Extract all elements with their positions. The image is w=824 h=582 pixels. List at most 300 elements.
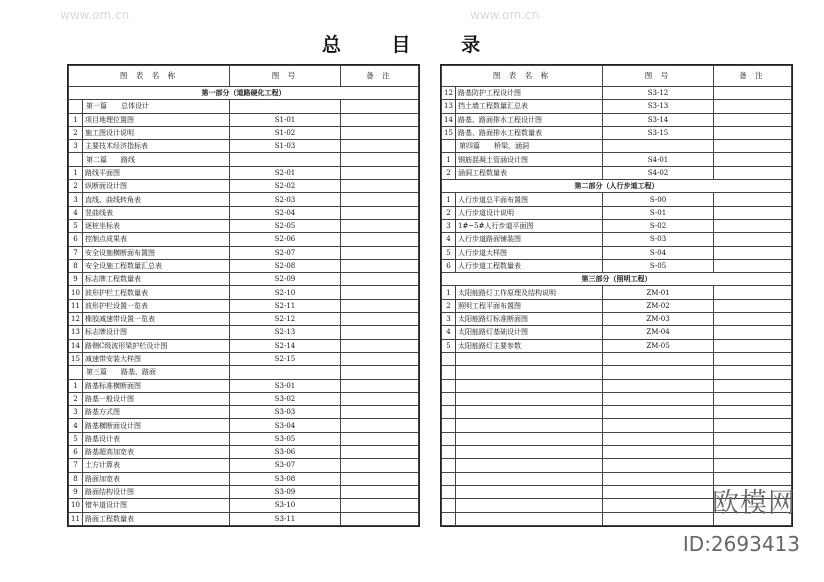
row-title: 路侧C级波形梁护栏设计图 — [83, 339, 230, 352]
empty-row — [442, 446, 792, 459]
table-row — [69, 392, 419, 405]
row-note — [714, 246, 792, 259]
row-title: 人行步道路面铺装图 — [456, 233, 603, 246]
row-note — [341, 419, 419, 432]
row-note — [341, 326, 419, 339]
watermark-faint: www.om.cn — [60, 8, 130, 22]
row-note — [341, 432, 419, 445]
row-note — [341, 126, 419, 139]
row-code: ZM-05 — [603, 339, 714, 352]
watermark-id: ID:2693413 — [682, 532, 800, 556]
row-note — [341, 512, 419, 525]
empty-cell — [714, 446, 792, 459]
row-note — [714, 206, 792, 219]
row-title: 路基超高加宽表 — [83, 446, 230, 459]
empty-cell — [442, 419, 456, 432]
subsection-title: 第三篇 路基、路面 — [83, 366, 230, 379]
row-number — [69, 153, 83, 166]
row-title: 太阳能路灯标准断面图 — [456, 313, 603, 326]
row-code: S2-10 — [230, 286, 341, 299]
row-code: S3-12 — [603, 87, 714, 100]
row-note — [714, 326, 792, 339]
table-row — [69, 219, 419, 232]
row-note — [341, 446, 419, 459]
empty-cell — [442, 446, 456, 459]
row-code: S-00 — [603, 193, 714, 206]
table-row — [442, 166, 792, 179]
row-code: S3-06 — [230, 446, 341, 459]
table-row — [69, 499, 419, 512]
empty-cell — [603, 419, 714, 432]
row-code: S4-02 — [603, 166, 714, 179]
empty-cell — [603, 392, 714, 405]
row-code: S3-15 — [603, 126, 714, 139]
row-code: S-01 — [603, 206, 714, 219]
table-row — [69, 286, 419, 299]
row-number: 12 — [69, 313, 83, 326]
table-row — [69, 472, 419, 485]
empty-cell — [456, 472, 603, 485]
row-note — [341, 246, 419, 259]
row-code: S3-14 — [603, 113, 714, 126]
table-row — [442, 153, 792, 166]
row-code: S3-03 — [230, 406, 341, 419]
row-number: 1 — [442, 193, 456, 206]
row-code: S2-14 — [230, 339, 341, 352]
section-title: 第一部分（道路硬化工程） — [69, 87, 419, 100]
row-number: 6 — [442, 259, 456, 272]
table-row — [69, 180, 419, 193]
empty-cell — [442, 512, 456, 525]
empty-row — [442, 406, 792, 419]
row-code: ZM-03 — [603, 313, 714, 326]
row-title: 土方计算表 — [83, 459, 230, 472]
empty-cell — [442, 366, 456, 379]
row-number: 3 — [69, 193, 83, 206]
row-number: 1 — [69, 113, 83, 126]
row-number: 6 — [69, 446, 83, 459]
row-note — [714, 153, 792, 166]
empty-cell — [456, 419, 603, 432]
row-note — [341, 379, 419, 392]
empty-cell — [714, 366, 792, 379]
row-note — [341, 366, 419, 379]
row-note — [341, 193, 419, 206]
section-row — [442, 273, 792, 286]
row-note — [341, 392, 419, 405]
table-row — [69, 299, 419, 312]
row-note — [341, 100, 419, 113]
row-title: 路基方式图 — [83, 406, 230, 419]
row-title: 路基设计表 — [83, 432, 230, 445]
row-title: 安全设施横断面布置图 — [83, 246, 230, 259]
row-number: 6 — [69, 233, 83, 246]
row-title: 路基一般设计图 — [83, 392, 230, 405]
row-code: S3-13 — [603, 100, 714, 113]
empty-cell — [456, 459, 603, 472]
row-note — [341, 153, 419, 166]
row-title: 路线平面图 — [83, 166, 230, 179]
table-row — [442, 87, 792, 100]
row-note — [341, 140, 419, 153]
row-number: 2 — [69, 126, 83, 139]
row-note — [714, 286, 792, 299]
row-title: 路基标准横断面图 — [83, 379, 230, 392]
subsection-row — [69, 100, 419, 113]
row-title: 纵断面设计图 — [83, 180, 230, 193]
row-number: 12 — [442, 87, 456, 100]
row-note — [714, 100, 792, 113]
table-row — [69, 326, 419, 339]
table-row — [69, 140, 419, 153]
empty-row — [442, 432, 792, 445]
row-title: 太阳能路灯工作原理及结构说明 — [456, 286, 603, 299]
empty-cell — [456, 432, 603, 445]
row-title: 路基防护工程设计图 — [456, 87, 603, 100]
row-title: 施工图设计说明 — [83, 126, 230, 139]
row-code: S3-11 — [230, 512, 341, 525]
empty-cell — [442, 459, 456, 472]
header-note: 备 注 — [341, 66, 419, 87]
row-code: S-05 — [603, 259, 714, 272]
row-title: 路基、路面排水工程数量表 — [456, 126, 603, 139]
table-row — [69, 273, 419, 286]
row-number — [69, 366, 83, 379]
table-row — [69, 406, 419, 419]
table-row — [442, 113, 792, 126]
row-note — [714, 193, 792, 206]
empty-cell — [603, 459, 714, 472]
row-code: S2-15 — [230, 352, 341, 365]
table-row — [69, 259, 419, 272]
row-code: S2-09 — [230, 273, 341, 286]
table-row — [69, 206, 419, 219]
row-code: S2-03 — [230, 193, 341, 206]
empty-cell — [603, 352, 714, 365]
empty-cell — [456, 499, 603, 512]
row-title: 标志牌工程数量表 — [83, 273, 230, 286]
row-number: 1 — [442, 153, 456, 166]
row-code: S2-01 — [230, 166, 341, 179]
empty-cell — [456, 379, 603, 392]
row-note — [714, 313, 792, 326]
row-note — [341, 286, 419, 299]
table-row — [442, 100, 792, 113]
empty-cell — [442, 406, 456, 419]
table-row — [69, 246, 419, 259]
subsection-title: 第二篇 路线 — [83, 153, 230, 166]
table-row — [442, 246, 792, 259]
table-row — [69, 432, 419, 445]
empty-cell — [442, 352, 456, 365]
table-row — [69, 233, 419, 246]
row-note — [341, 206, 419, 219]
row-note — [714, 126, 792, 139]
row-code: S3-02 — [230, 392, 341, 405]
row-number: 9 — [69, 273, 83, 286]
row-number: 2 — [442, 206, 456, 219]
row-code: S3-04 — [230, 419, 341, 432]
row-code: S3-10 — [230, 499, 341, 512]
table-row — [442, 313, 792, 326]
row-code: S2-05 — [230, 219, 341, 232]
table-row — [442, 206, 792, 219]
row-number: 15 — [69, 352, 83, 365]
table-row — [442, 219, 792, 232]
empty-cell — [714, 459, 792, 472]
row-title: 1#~5#人行步道平面图 — [456, 219, 603, 232]
table-row — [442, 299, 792, 312]
table-row — [442, 339, 792, 352]
row-code: S3-09 — [230, 485, 341, 498]
row-note — [714, 299, 792, 312]
row-number: 2 — [442, 166, 456, 179]
empty-row — [442, 352, 792, 365]
empty-cell — [603, 446, 714, 459]
row-code: S3-07 — [230, 459, 341, 472]
row-note — [341, 219, 419, 232]
row-note — [341, 313, 419, 326]
empty-cell — [456, 406, 603, 419]
table-header-row — [442, 66, 792, 87]
table-row — [69, 113, 419, 126]
subsection-row — [442, 140, 792, 153]
row-code: ZM-02 — [603, 299, 714, 312]
row-code: S2-06 — [230, 233, 341, 246]
row-note — [714, 339, 792, 352]
row-note — [341, 499, 419, 512]
row-number: 2 — [69, 392, 83, 405]
row-title: 人行步道总平面布置图 — [456, 193, 603, 206]
row-number: 7 — [69, 459, 83, 472]
subsection-row — [69, 153, 419, 166]
empty-cell — [442, 485, 456, 498]
row-note — [341, 233, 419, 246]
empty-cell — [603, 379, 714, 392]
row-code: S1-02 — [230, 126, 341, 139]
table-row — [69, 485, 419, 498]
row-code: ZM-01 — [603, 286, 714, 299]
row-number: 2 — [69, 180, 83, 193]
row-note — [341, 459, 419, 472]
row-number: 2 — [442, 299, 456, 312]
table-row — [69, 126, 419, 139]
row-number: 9 — [69, 485, 83, 498]
empty-cell — [603, 485, 714, 498]
row-title: 竖曲线表 — [83, 206, 230, 219]
section-row — [69, 87, 419, 100]
row-code: S2-02 — [230, 180, 341, 193]
empty-cell — [442, 472, 456, 485]
row-note — [714, 219, 792, 232]
row-title: 主要技术经济指标表 — [83, 140, 230, 153]
row-title: 人行步道工程数量表 — [456, 259, 603, 272]
toc-table-left — [67, 64, 420, 527]
row-title: 标志牌设计图 — [83, 326, 230, 339]
table-row — [442, 233, 792, 246]
row-code — [230, 366, 341, 379]
empty-cell — [442, 379, 456, 392]
row-code: S-04 — [603, 246, 714, 259]
watermark-logo: 欧模网 — [712, 488, 796, 519]
row-number: 4 — [442, 233, 456, 246]
row-number — [69, 100, 83, 113]
row-number: 3 — [442, 313, 456, 326]
table-header-row — [69, 66, 419, 87]
table-row — [69, 419, 419, 432]
row-code: S3-08 — [230, 472, 341, 485]
row-note — [714, 166, 792, 179]
row-note — [714, 113, 792, 126]
row-number: 4 — [69, 419, 83, 432]
row-title: 波形护栏工程数量表 — [83, 286, 230, 299]
section-title: 第三部分（照明工程） — [442, 273, 792, 286]
row-note — [714, 259, 792, 272]
row-title: 路面结构设计图 — [83, 485, 230, 498]
empty-cell — [603, 512, 714, 525]
row-title: 控制点成果表 — [83, 233, 230, 246]
row-note — [341, 406, 419, 419]
row-code: S2-11 — [230, 299, 341, 312]
row-number: 8 — [69, 259, 83, 272]
row-code: S3-01 — [230, 379, 341, 392]
row-note — [714, 233, 792, 246]
row-number: 1 — [442, 286, 456, 299]
toc-table-right — [440, 64, 793, 527]
empty-cell — [603, 499, 714, 512]
row-title: 太阳能路灯基础设计图 — [456, 326, 603, 339]
table-row — [69, 512, 419, 525]
header-name: 图 表 名 称 — [69, 66, 230, 87]
row-number: 5 — [442, 339, 456, 352]
subsection-title: 第四篇 桥梁、涵洞 — [456, 140, 603, 153]
row-title: 波形护栏设置一览表 — [83, 299, 230, 312]
empty-row — [442, 379, 792, 392]
row-number: 14 — [442, 113, 456, 126]
row-note — [714, 140, 792, 153]
header-code: 图 号 — [230, 66, 341, 87]
row-code: S-03 — [603, 233, 714, 246]
row-note — [341, 166, 419, 179]
watermark-faint: www.om.cn — [470, 8, 540, 22]
row-title: 逐桩坐标表 — [83, 219, 230, 232]
row-code: S1-03 — [230, 140, 341, 153]
row-title: 项目地理位置图 — [83, 113, 230, 126]
empty-row — [442, 459, 792, 472]
subsection-title: 第一篇 总体设计 — [83, 100, 230, 113]
row-number: 15 — [442, 126, 456, 139]
row-code: S3-05 — [230, 432, 341, 445]
row-note — [714, 87, 792, 100]
empty-cell — [456, 485, 603, 498]
row-number: 13 — [442, 100, 456, 113]
row-number: 14 — [69, 339, 83, 352]
empty-cell — [603, 472, 714, 485]
row-code: S2-04 — [230, 206, 341, 219]
row-number: 13 — [69, 326, 83, 339]
table-row — [69, 459, 419, 472]
row-number: 11 — [69, 512, 83, 525]
table-row — [69, 352, 419, 365]
table-row — [69, 313, 419, 326]
empty-cell — [714, 392, 792, 405]
empty-cell — [442, 432, 456, 445]
row-title: 路基、路面排水工程设计图 — [456, 113, 603, 126]
row-title: 人行步道设计说明 — [456, 206, 603, 219]
table-row — [69, 446, 419, 459]
empty-cell — [456, 352, 603, 365]
row-number: 5 — [442, 246, 456, 259]
empty-row — [442, 419, 792, 432]
table-row — [442, 126, 792, 139]
row-number: 4 — [442, 326, 456, 339]
table-row — [69, 166, 419, 179]
row-note — [341, 259, 419, 272]
row-number — [442, 140, 456, 153]
row-number: 1 — [69, 379, 83, 392]
empty-row — [442, 392, 792, 405]
row-number: 3 — [69, 406, 83, 419]
empty-cell — [714, 406, 792, 419]
row-title: 钢筋混凝土管涵设计图 — [456, 153, 603, 166]
table-row — [442, 193, 792, 206]
row-title: 减速带安装大样图 — [83, 352, 230, 365]
empty-cell — [442, 499, 456, 512]
row-number: 4 — [69, 206, 83, 219]
empty-cell — [456, 392, 603, 405]
row-code: S4-01 — [603, 153, 714, 166]
row-title: 人行步道大样图 — [456, 246, 603, 259]
row-code: ZM-04 — [603, 326, 714, 339]
row-note — [341, 485, 419, 498]
table-row — [442, 259, 792, 272]
row-title: 路面工程数量表 — [83, 512, 230, 525]
row-note — [341, 273, 419, 286]
row-code: S2-12 — [230, 313, 341, 326]
row-note — [341, 339, 419, 352]
empty-cell — [456, 366, 603, 379]
row-title: 路面加宽表 — [83, 472, 230, 485]
row-number: 8 — [69, 472, 83, 485]
empty-cell — [603, 432, 714, 445]
table-row — [442, 326, 792, 339]
empty-cell — [603, 406, 714, 419]
table-row — [69, 339, 419, 352]
empty-cell — [456, 446, 603, 459]
header-name: 图 表 名 称 — [442, 66, 603, 87]
empty-cell — [714, 419, 792, 432]
row-code: S1-01 — [230, 113, 341, 126]
row-code — [230, 100, 341, 113]
page-title: 总 目 录 — [321, 34, 503, 56]
subsection-row — [69, 366, 419, 379]
empty-cell — [456, 512, 603, 525]
row-note — [341, 352, 419, 365]
header-note: 备 注 — [714, 66, 792, 87]
empty-cell — [714, 432, 792, 445]
row-number: 5 — [69, 219, 83, 232]
row-note — [341, 180, 419, 193]
row-number: 5 — [69, 432, 83, 445]
row-note — [341, 299, 419, 312]
row-number: 10 — [69, 286, 83, 299]
row-number: 3 — [69, 140, 83, 153]
row-title: 错车道设计图 — [83, 499, 230, 512]
section-title: 第二部分（人行步道工程） — [442, 180, 792, 193]
row-title: 路基横断面设计图 — [83, 419, 230, 432]
empty-cell — [714, 379, 792, 392]
row-code: S2-13 — [230, 326, 341, 339]
